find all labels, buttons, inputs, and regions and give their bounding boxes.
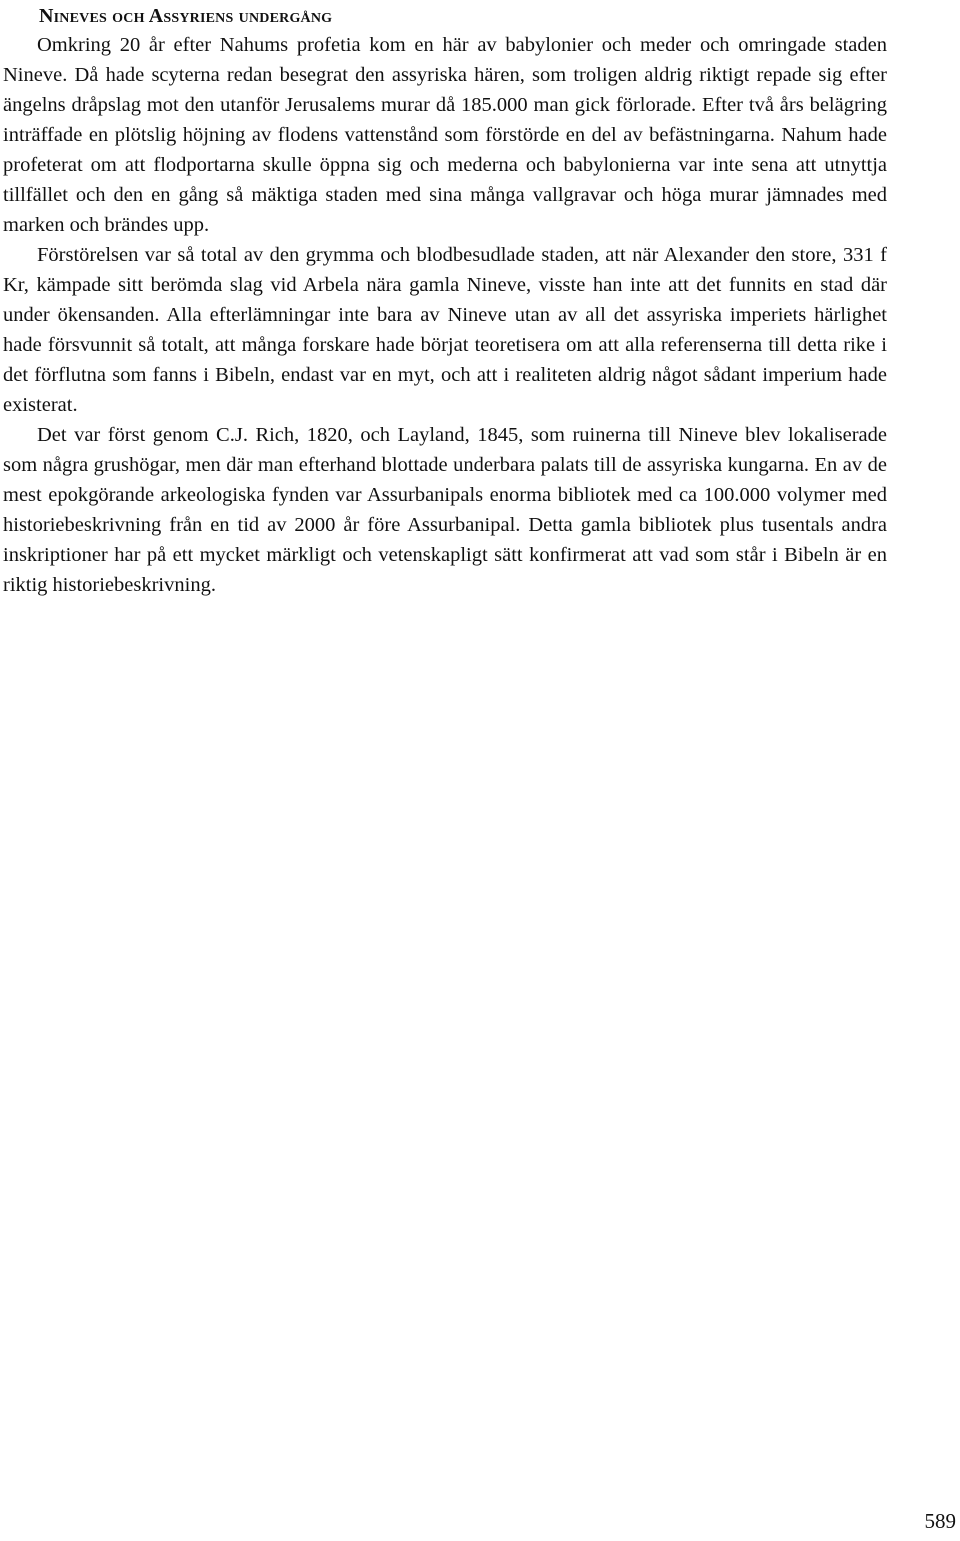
paragraph: Förstörelsen var så total av den grymma och blodbesudlade staden, att när Alexander den store, 331 f Kr, kämpade sitt berömda slag vid Arbela nära gamla Nineve, visste han inte att det funnits en stad där under ökensanden. Alla efterlämningar inte bara av Nineve utan av all det assyriska imperiets härlighet hade försvunnit så totalt, att många forskare hade börjat teoretisera om att alla referenserna till detta rike i det förflutna som fanns i Bibeln, endast var en myt, och att i realiteten aldrig något sådant imperium hade existerat. — [3, 244, 887, 416]
section-heading: Nineves och Assyriens undergång — [39, 5, 333, 27]
page-number: 589 — [924, 1509, 956, 1533]
paragraph: Det var först genom C.J. Rich, 1820, och Layland, 1845, som ruinerna till Nineve blev lokaliserade som några grushögar, men där man efterhand blottade underbara palats till de assyriska kungarna. En av de mest epokgörande arkeologiska fynden var Assurbanipals enorma bibliotek med ca 100.000 volymer med historiebeskrivning från en tid av 2000 år före Assurbanipal. Detta gamla bibliotek plus tusentals andra inskriptioner har på ett mycket märkligt och vetenskapligt sätt konfirmerat att vad som står i Bibeln är en riktig historiebeskrivning. — [3, 424, 887, 596]
document-page — [3, 0, 887, 600]
paragraph: Omkring 20 år efter Nahums profetia kom en här av babylonier och meder och omringade staden Nineve. Då hade scyterna redan besegrat den assyriska hären, som troligen aldrig riktigt repade sig efter ängelns dråpslag mot den utanför Jerusalems murar då 185.000 man gick förlorade. Efter två års belägring inträffade en plötslig höjning av flodens vattenstånd som förstörde en del av befästningarna. Nahum hade profeterat om att flodportarna skulle öppna sig och mederna och babylonierna var inte sena att utnyttja tillfället och den en gång så mäktiga staden med sina många vallgravar och höga murar jämnades med marken och brändes upp. — [3, 34, 887, 236]
